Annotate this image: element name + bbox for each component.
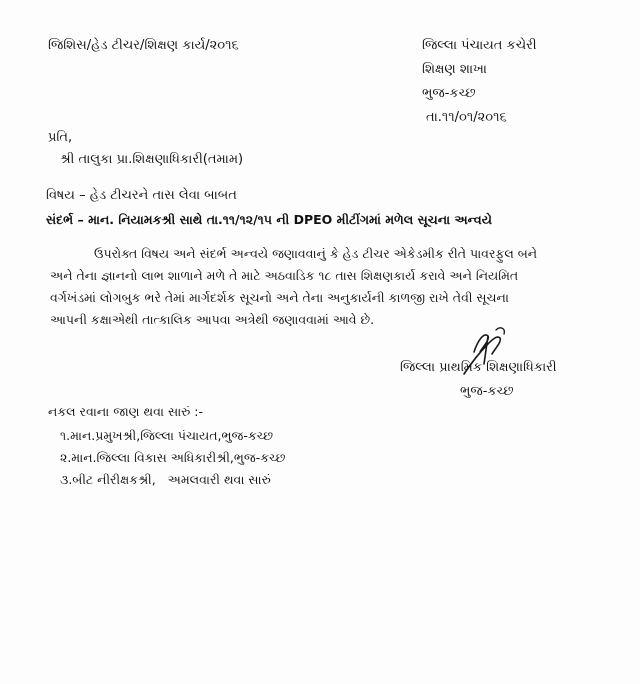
office-location: ભુજ-કચ્છ (422, 86, 476, 101)
recipient-name: શ્રી તાલુકા પ્રા.શિક્ષણાધિકારી(તમામ) (60, 152, 244, 167)
office-name: જિલ્લા પંચાયત કચેરી (422, 38, 537, 53)
copy-recipient: ૨.માન.જિલ્લા વિકાસ અધિકારીશ્રી,ભુજ-કચ્છ (60, 450, 286, 465)
body-line: વર્ગખંડમાં લોગબુક ભરે તેમાં માર્ગદર્શક સૂચનો અને તેના અનુકાર્યની કાળજી રાખે તેવી સૂચના (50, 290, 509, 305)
copies-heading: નકલ રવાના જાણ થવા સારું :- (48, 404, 204, 419)
reference-line: સંદર્ભ – માન. નિયામકશ્રી સાથે તા.૧૧/૧૨/૧૫ ની DPEO મીટીંગમાં મળેલ સૂચના અન્વયે (46, 212, 492, 227)
signatory-title: જિલ્લા પ્રાથમિક શિક્ષણાધિકારી (400, 360, 557, 375)
subject-line: વિષય – હેડ ટીચરને તાસ લેવા બાબત (46, 188, 237, 203)
copy-recipient: ૧.માન.પ્રમુખશ્રી,જિલ્લા પંચાયત,ભુજ-કચ્છ (60, 428, 274, 443)
department-name: શિક્ષણ શાખા (422, 62, 487, 77)
letter-date: તા.૧૧/૦૧/૨૦૧૬ (426, 110, 507, 125)
body-line: ઉપરોક્ત વિષય અને સંદર્ભ અન્વયે જણાવવાનું કે હેડ ટીચર એકેડમીક રીતે પાવરફુલ બને (94, 246, 538, 261)
body-line: અને તેના જ્ઞાનનો લાભ શાળાને મળે તે માટે અઠવાડિક ૧૮ તાસ શિક્ષણકાર્ય કરાવે અને નિયમિત (50, 268, 519, 283)
body-line: આપની કક્ષાએથી તાત્કાલિક આપવા અત્રેથી જણાવવામાં આવે છે. (50, 312, 375, 327)
signatory-location: ભુજ-કચ્છ (460, 384, 514, 399)
reference-number: જિશિસ/હેડ ટીચર/શિક્ષણ કાર્ય/૨૦૧૬ (48, 38, 239, 53)
recipient-prefix: પ્રતિ, (48, 130, 73, 145)
copy-recipient: ૩.બીટ નીરીક્ષકશ્રી, અમલવારી થવા સારું (60, 472, 271, 487)
body-paragraph (50, 243, 622, 331)
